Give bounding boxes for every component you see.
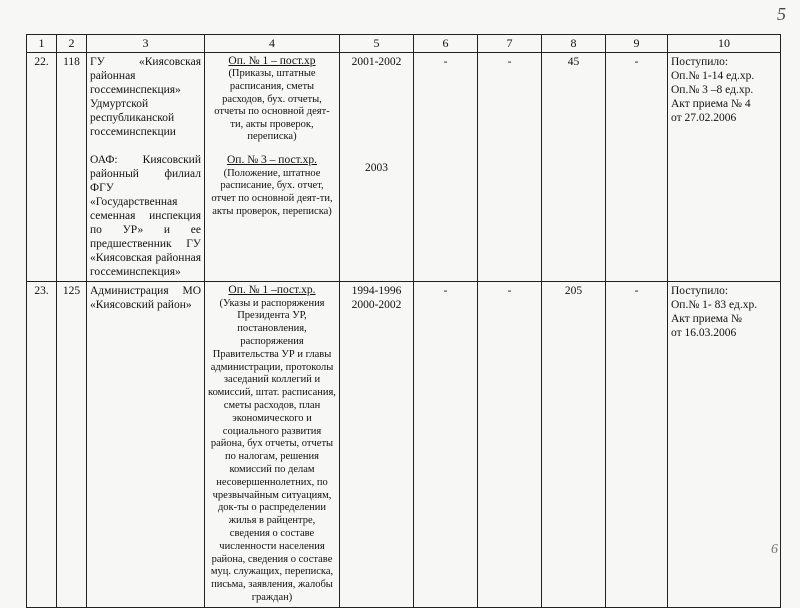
col9-value: - bbox=[606, 281, 668, 607]
note-line: Акт приема № 4 bbox=[671, 97, 751, 110]
year-range: 2000-2002 bbox=[351, 298, 402, 311]
fund-name: ГУ «Киясовская районная госсеминспекция» Удмуртской республиканской госсеминспекции bbox=[90, 55, 201, 138]
fund-name-cell bbox=[87, 52, 205, 281]
note-line: Оп.№ 3 –8 ед.хр. bbox=[671, 83, 754, 96]
header-row bbox=[27, 35, 781, 53]
col9-value: - bbox=[606, 52, 668, 281]
header-cell: 8 bbox=[542, 35, 606, 53]
note-line: от 16.03.2006 bbox=[671, 326, 737, 339]
years-cell bbox=[340, 281, 414, 607]
header-cell: 9 bbox=[606, 35, 668, 53]
inventory-description: (Указы и распоряжения Президента УР, постановления, распоряжения Правительства УР и главы администрации, протоколы заседаний коллегий и комиссий, штат. расписания, сметы расходов, план экономического и социального развития района, бух отчеты, отчеты по налогам, решения комиссий по делам несовершеннолетних, по чрезвычайным ситуациям, док-ты о распределении жилья в райцентре, сведения о составе численности населения района, сведения о составе муц. служащих, переписка, письма, заявления, жалобы граждан) bbox=[208, 297, 336, 603]
inventory-title: Оп. № 3 – пост.хр. bbox=[226, 153, 317, 166]
table-row bbox=[27, 52, 781, 281]
header-cell: 4 bbox=[205, 35, 340, 53]
header-cell: 10 bbox=[668, 35, 781, 53]
note-line: Оп.№ 1-14 ед.хр. bbox=[671, 69, 755, 82]
header-cell: 1 bbox=[27, 35, 57, 53]
row-number: 22. bbox=[27, 52, 57, 281]
inventory-cell bbox=[205, 52, 340, 281]
page-number: 5 bbox=[777, 4, 786, 24]
inventory-description: (Приказы, штатные расписания, сметы расходов, бух. отчеты, отчеты по основной деят-ти, акты проверок, переписка) bbox=[214, 68, 330, 143]
col8-value: 45 bbox=[542, 52, 606, 281]
inventory-description: (Положение, штатное расписание, бух. отчет, отчет по основной деят-ти, акты проверок, переписка) bbox=[211, 167, 333, 217]
col8-value: 205 bbox=[542, 281, 606, 607]
note-line: Поступило: bbox=[671, 284, 729, 297]
note-line: Акт приема № bbox=[671, 312, 742, 325]
col7-value: - bbox=[478, 52, 542, 281]
year-range: 2001-2002 bbox=[351, 55, 402, 68]
col6-value: - bbox=[414, 281, 478, 607]
inventory-title: Оп. № 1 –пост.хр. bbox=[228, 283, 316, 296]
header-cell: 5 bbox=[340, 35, 414, 53]
note-cell bbox=[668, 52, 781, 281]
year-range: 1994-1996 bbox=[351, 284, 402, 297]
fund-number: 118 bbox=[57, 52, 87, 281]
note-cell bbox=[668, 281, 781, 607]
note-line: от 27.02.2006 bbox=[671, 111, 737, 124]
table-row bbox=[27, 281, 781, 607]
note-line: Оп.№ 1- 83 ед.хр. bbox=[671, 298, 758, 311]
col7-value: - bbox=[478, 281, 542, 607]
row-number: 23. bbox=[27, 281, 57, 607]
header-cell: 7 bbox=[478, 35, 542, 53]
header-cell: 3 bbox=[87, 35, 205, 53]
years-cell bbox=[340, 52, 414, 281]
year-range: 2003 bbox=[365, 161, 388, 174]
col6-value: - bbox=[414, 52, 478, 281]
fund-name-cell bbox=[87, 281, 205, 607]
inventory-cell bbox=[205, 281, 340, 607]
corner-mark: 6 bbox=[771, 542, 778, 557]
note-line: Поступило: bbox=[671, 55, 729, 68]
fund-name-extra: ОАФ: Киясовский районный филиал ФГУ «Государственная семенная инспекция по УР» и ее предшественник ГУ «Киясовская районная госсеминспекция» bbox=[90, 153, 201, 278]
fund-number: 125 bbox=[57, 281, 87, 607]
inventory-title: Оп. № 1 – пост.хр bbox=[228, 54, 316, 67]
header-cell: 2 bbox=[57, 35, 87, 53]
fund-name: Администрация МО «Киясовский район» bbox=[90, 284, 201, 311]
fund-register-table bbox=[26, 34, 781, 608]
header-cell: 6 bbox=[414, 35, 478, 53]
